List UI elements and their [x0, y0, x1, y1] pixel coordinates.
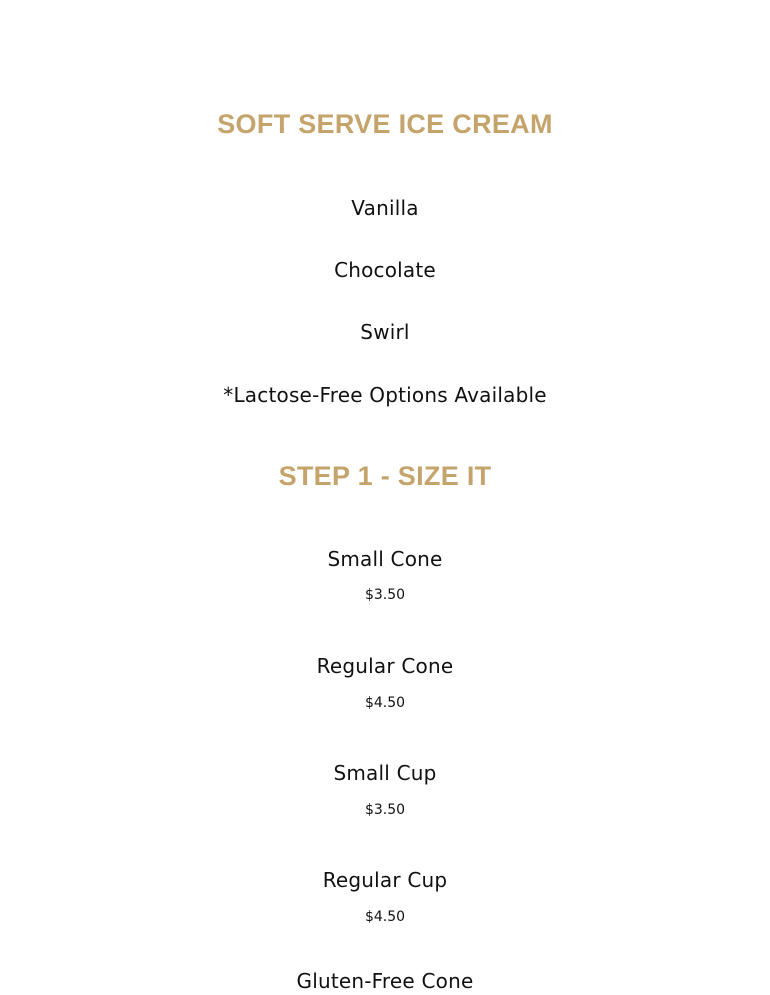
flavor-chocolate: Chocolate: [334, 258, 436, 282]
item-name-small-cone: Small Cone: [327, 547, 443, 571]
item-name-regular-cup: Regular Cup: [322, 868, 448, 892]
flavor-vanilla: Vanilla: [351, 196, 419, 220]
item-price-small-cup: $3.50: [364, 802, 406, 818]
item-name-gluten-free-cone: Gluten-Free Cone: [296, 969, 474, 993]
item-price-small-cone: $3.50: [364, 587, 406, 603]
step1-heading: STEP 1 - SIZE IT: [278, 461, 492, 491]
soft-serve-heading: SOFT SERVE ICE CREAM: [217, 109, 553, 139]
item-price-regular-cup: $4.50: [364, 909, 406, 925]
lactose-free-note: *Lactose-Free Options Available: [223, 383, 547, 407]
flavor-swirl: Swirl: [360, 320, 410, 344]
item-name-small-cup: Small Cup: [333, 761, 437, 785]
item-price-regular-cone: $4.50: [364, 695, 406, 711]
item-name-regular-cone: Regular Cone: [316, 654, 454, 678]
